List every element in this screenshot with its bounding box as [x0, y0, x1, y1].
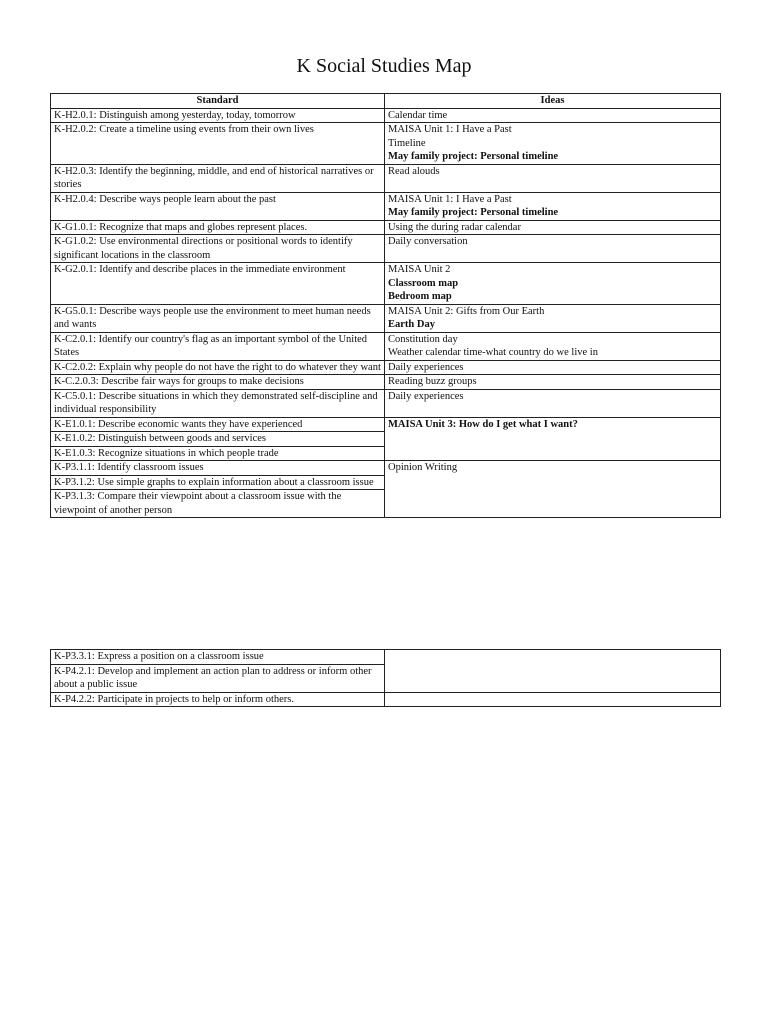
table-header-row: [51, 94, 721, 109]
ideas-cell-empty: [385, 650, 721, 693]
ideas-cell: [385, 304, 721, 332]
standard-cell: K-C5.0.1: Describe situations in which they demonstrated self-discipline and individual responsibility: [51, 389, 385, 417]
ideas-cell: [385, 123, 721, 165]
table-row: [51, 650, 721, 665]
header-ideas: Ideas: [385, 94, 721, 109]
standards-table-continued: [50, 649, 721, 707]
table-row: [51, 235, 721, 263]
standard-cell: K-E1.0.2: Distinguish between goods and services: [51, 432, 385, 447]
ideas-line-bold: Classroom map: [388, 277, 459, 289]
standard-cell: K-P3.1.3: Compare their viewpoint about a classroom issue with the viewpoint of another person: [51, 490, 385, 518]
table-row: [51, 164, 721, 192]
ideas-line-bold: May family project: Personal timeline: [388, 207, 559, 218]
standard-cell: K-H2.0.2: Create a timeline using events from their own lives: [51, 123, 385, 165]
table-row: [51, 220, 721, 235]
table-row: [51, 123, 721, 165]
standard-cell: K-P3.3.1: Express a position on a classroom issue: [51, 650, 385, 665]
standard-cell: K-H2.0.1: Distinguish among yesterday, today, tomorrow: [51, 108, 385, 123]
standard-cell: K-C2.0.1: Identify our country's flag as an important symbol of the United States: [51, 332, 385, 360]
table-row: [51, 461, 721, 476]
ideas-cell-empty: [385, 692, 721, 707]
ideas-line: Weather calendar time-what country do we live in: [388, 347, 598, 358]
standards-table: [50, 93, 721, 518]
standard-cell: K-P3.1.1: Identify classroom issues: [51, 461, 385, 476]
table-row: [51, 692, 721, 707]
ideas-line: Timeline: [388, 137, 426, 149]
table-row: [51, 332, 721, 360]
standard-cell: K-G2.0.1: Identify and describe places in the immediate environment: [51, 263, 385, 305]
table-row: [51, 304, 721, 332]
table-row: [51, 375, 721, 390]
ideas-cell: [385, 332, 721, 360]
ideas-cell: [385, 263, 721, 305]
table-row: [51, 192, 721, 220]
table-row: [51, 417, 721, 432]
standard-cell: K-E1.0.1: Describe economic wants they have experienced: [51, 417, 385, 432]
ideas-line-bold: Bedroom map: [388, 291, 452, 302]
table-row: [51, 360, 721, 375]
ideas-line-bold: MAISA Unit 3: How do I get what I want?: [388, 418, 578, 430]
table-row: [51, 263, 721, 305]
standard-cell: K-E1.0.3: Recognize situations in which people trade: [51, 446, 385, 461]
ideas-line: MAISA Unit 2: Gifts from Our Earth: [388, 305, 545, 317]
ideas-line: MAISA Unit 1: I Have a Past: [388, 124, 512, 135]
ideas-cell: [385, 417, 721, 461]
ideas-cell: Daily conversation: [385, 235, 721, 263]
ideas-cell: Using the during radar calendar: [385, 220, 721, 235]
ideas-cell: Daily experiences: [385, 360, 721, 375]
standard-cell: K-H2.0.3: Identify the beginning, middle, and end of historical narratives or stories: [51, 164, 385, 192]
standard-cell: K-C2.0.2: Explain why people do not have the right to do whatever they want: [51, 360, 385, 375]
ideas-line: Constitution day: [388, 333, 458, 345]
standard-cell: K-P4.2.1: Develop and implement an action plan to address or inform other about a public issue: [51, 664, 385, 692]
standard-cell: K-P4.2.2: Participate in projects to help or inform others.: [51, 692, 385, 707]
ideas-cell: Opinion Writing: [385, 461, 721, 518]
standard-cell: K-C.2.0.3: Describe fair ways for groups to make decisions: [51, 375, 385, 390]
ideas-cell: Daily experiences: [385, 389, 721, 417]
standard-cell: K-H2.0.4: Describe ways people learn about the past: [51, 192, 385, 220]
ideas-cell: Read alouds: [385, 164, 721, 192]
ideas-line: MAISA Unit 1: I Have a Past: [388, 193, 512, 205]
ideas-line-bold: Earth Day: [388, 319, 435, 330]
ideas-line: MAISA Unit 2: [388, 264, 451, 275]
table-row: [51, 108, 721, 123]
table-row: [51, 389, 721, 417]
ideas-cell: Reading buzz groups: [385, 375, 721, 390]
header-standard: Standard: [51, 94, 385, 109]
ideas-cell: [385, 192, 721, 220]
standard-cell: K-G5.0.1: Describe ways people use the environment to meet human needs and wants: [51, 304, 385, 332]
ideas-line-bold: May family project: Personal timeline: [388, 151, 559, 162]
standard-cell: K-P3.1.2: Use simple graphs to explain information about a classroom issue: [51, 475, 385, 490]
page-title: K Social Studies Map: [296, 55, 472, 77]
ideas-cell: Calendar time: [385, 108, 721, 123]
standard-cell: K-G1.0.2: Use environmental directions or positional words to identify significant locations in the classroom: [51, 235, 385, 263]
standard-cell: K-G1.0.1: Recognize that maps and globes represent places.: [51, 220, 385, 235]
